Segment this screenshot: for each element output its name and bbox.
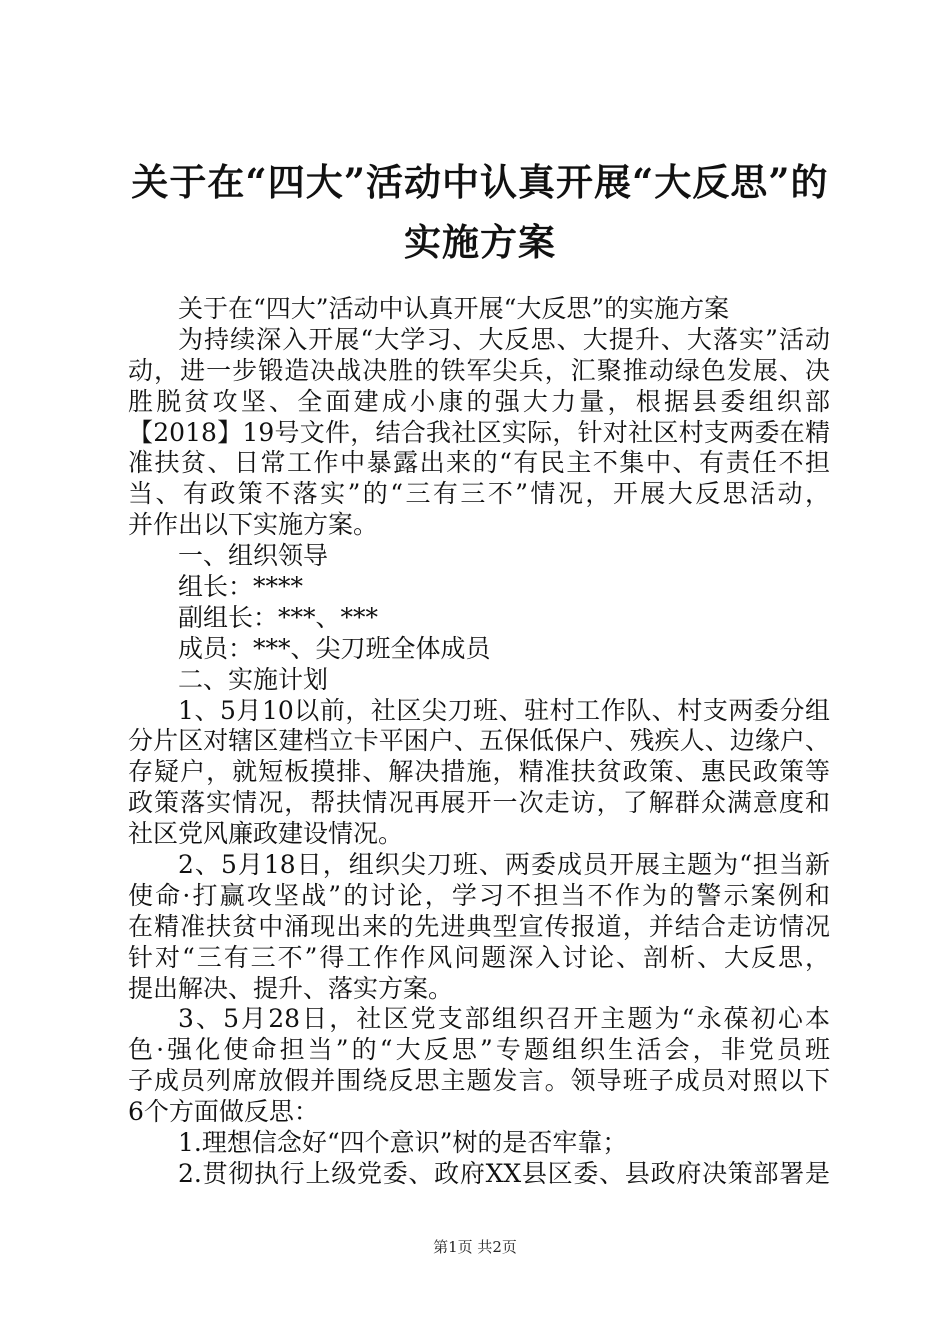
body-line: 二、实施计划 — [178, 664, 329, 694]
body-line: 准扶贫、日常工作中暴露出来的“有民主不集中、有责任不担 — [128, 448, 830, 478]
body-line: 使命·打赢攻坚战”的讨论，学习不担当不作为的警示案例和 — [128, 880, 830, 910]
document-title-line-2: 实施方案 — [404, 220, 556, 264]
body-line: 色·强化使命担当”的“大反思”专题组织生活会，非党员班 — [128, 1035, 830, 1065]
body-line: 社区党风廉政建设情况。 — [128, 819, 404, 849]
body-line: 子成员列席放假并围绕反思主题发言。领导班子成员对照以下 — [128, 1066, 830, 1096]
body-line: 组长：**** — [178, 572, 304, 602]
body-line: 提出解决、提升、落实方案。 — [128, 973, 454, 1003]
body-line: 存疑户，就短板摸排、解决措施，精准扶贫政策、惠民政策等 — [128, 757, 830, 787]
body-line: 在精准扶贫中涌现出来的先进典型宣传报道，并结合走访情况 — [128, 911, 830, 941]
body-line: 1.理想信念好“四个意识”树的是否牢靠； — [178, 1128, 628, 1158]
body-line: 2、5月18日，组织尖刀班、两委成员开展主题为“担当新 — [178, 850, 830, 880]
body-line: 2.贯彻执行上级党委、政府XX县区委、县政府决策部署是 — [178, 1158, 830, 1188]
body-line: 1、5月10以前，社区尖刀班、驻村工作队、村支两委分组 — [178, 695, 830, 725]
page-number-label: 第1页 共2页 — [433, 1238, 517, 1256]
body-line: 为持续深入开展“大学习、大反思、大提升、大落实”活动 — [178, 324, 830, 354]
body-line: 成员：***、尖刀班全体成员 — [178, 633, 491, 663]
body-line: 3、5月28日，社区党支部组织召开主题为“永葆初心本 — [178, 1004, 830, 1034]
body-line: 关于在“四大”活动中认真开展“大反思”的实施方案 — [178, 294, 730, 323]
body-line: 6个方面做反思： — [128, 1097, 319, 1127]
body-line: 政策落实情况，帮扶情况再展开一次走访，了解群众满意度和 — [128, 788, 830, 818]
page-footer — [0, 1236, 950, 1257]
body-line: 动，进一步锻造决战决胜的铁军尖兵，汇聚推动绿色发展、决 — [128, 355, 830, 385]
body-line: 当、有政策不落实”的“三有三不”情况，开展大反思活动， — [128, 479, 830, 509]
body-line: 胜脱贫攻坚、全面建成小康的强大力量，根据县委组织部 — [128, 386, 830, 416]
document-body — [128, 294, 830, 1190]
body-line: 针对“三有三不”得工作作风问题深入讨论、剖析、大反思， — [128, 942, 830, 972]
document-title-line-1: 关于在“四大”活动中认真开展“大反思”的 — [131, 160, 829, 204]
body-line: 副组长：***、*** — [178, 602, 379, 632]
body-line: 并作出以下实施方案。 — [128, 510, 379, 540]
body-line: 一、组织领导 — [178, 541, 329, 571]
body-line: 【2018】19号文件，结合我社区实际，针对社区村支两委在精 — [128, 417, 830, 447]
body-line: 分片区对辖区建档立卡平困户、五保低保户、残疾人、边缘户、 — [128, 726, 830, 756]
